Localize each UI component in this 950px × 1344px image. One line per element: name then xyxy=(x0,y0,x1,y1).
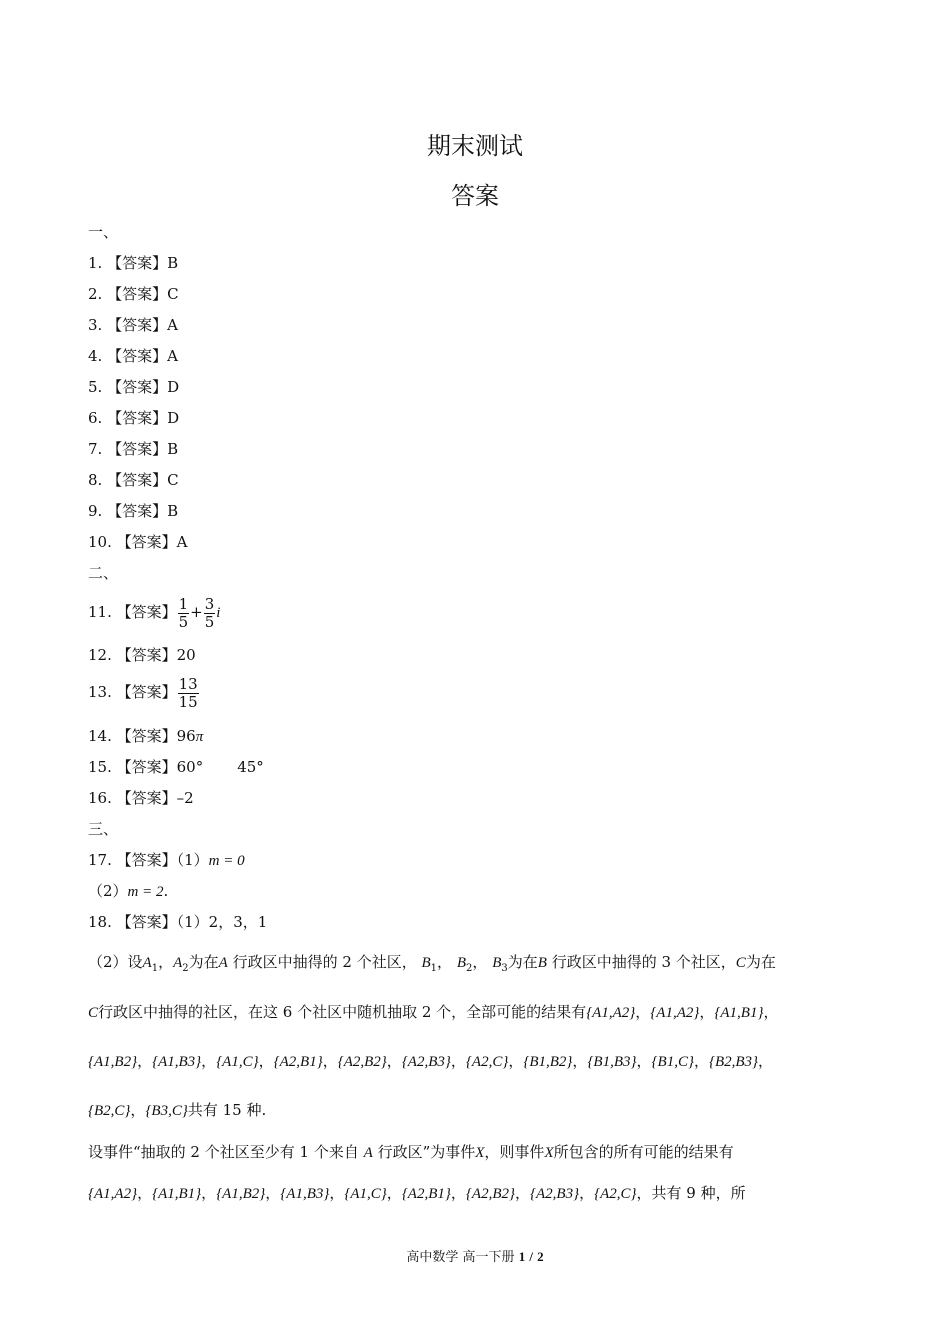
set: {A1,B1} xyxy=(714,1005,764,1021)
page-subtitle: 答案 xyxy=(451,182,499,210)
answer-line-17-2: （2）m = 2. xyxy=(88,882,169,900)
set: {A1,B3} xyxy=(152,1054,202,1070)
set: {A2,B2} xyxy=(337,1054,387,1070)
answer-line-13 xyxy=(88,674,200,711)
page-footer: 高中数学 高一下册 1 / 2 xyxy=(406,1249,544,1265)
answer-line: 2. 【答案】C xyxy=(88,285,179,303)
set: {A1,A2} xyxy=(586,1005,636,1021)
set: {A2,B1} xyxy=(273,1054,323,1070)
answer-line: 8. 【答案】C xyxy=(88,471,179,489)
set: {A2,B2} xyxy=(465,1186,515,1202)
set: {A2,B3} xyxy=(401,1054,451,1070)
section-heading: 二、 xyxy=(88,564,119,582)
answer-line: 4. 【答案】A xyxy=(88,347,178,365)
set: {B1,B3} xyxy=(587,1054,637,1070)
set: {A1,B2} xyxy=(216,1186,266,1202)
set: {B1,B2} xyxy=(523,1054,573,1070)
fraction: $\frac{13}{15}$ xyxy=(178,674,198,711)
paragraph-line: （2）设$A_1$，$A_2$为在A 行政区中抽得的 2 个社区， $B_1$， $B_2$， $B_3$为在B 行政区中抽得的 3 个社区，C为在 xyxy=(88,953,776,974)
paragraph-line: {A1,A2}，{A1,B1}，{A1,B2}，{A1,B3}，{A1,C}，{A2,B1}，{A2,B2}，{A2,B3}，{A2,C}，共有 9 种，所 xyxy=(88,1184,746,1202)
answer-line-16: 16. 【答案】–2 xyxy=(88,789,194,807)
answer-line: 6. 【答案】D xyxy=(88,409,180,427)
paragraph-line: C行政区中抽得的社区，在这 6 个社区中随机抽取 2 个，全部可能的结果有{A1,A2}，{A1,A2}，{A1,B1}， xyxy=(88,1003,779,1021)
set: {A2,B3} xyxy=(530,1186,580,1202)
paragraph-line: {A1,B2}，{A1,B3}，{A1,C}，{A2,B1}，{A2,B2}，{A2,B3}，{A2,C}，{B1,B2}，{B1,B3}，{B1,C}，{B2,B3}， xyxy=(88,1052,774,1070)
set: {B3,C} xyxy=(145,1103,188,1119)
set: {A2,C} xyxy=(465,1054,509,1070)
fraction: $\frac{1}{5}$ xyxy=(178,594,189,631)
answer-line: 5. 【答案】D xyxy=(88,378,180,396)
set: {B1,C} xyxy=(651,1054,694,1070)
set: {A1,B3} xyxy=(280,1186,330,1202)
answer-line-18: 18. 【答案】（1）2，3，1 xyxy=(88,913,268,931)
section-heading: 一、 xyxy=(88,223,119,241)
answer-line-17: 17. 【答案】（1）m = 0 xyxy=(88,851,245,869)
answer-line-15: 15. 【答案】60° 45° xyxy=(88,758,264,776)
answer-line: 9. 【答案】B xyxy=(88,502,179,520)
fraction: $\frac{3}{5}$ xyxy=(204,594,215,631)
set: {A2,B1} xyxy=(401,1186,451,1202)
set: {B2,C} xyxy=(88,1103,131,1119)
section-heading: 三、 xyxy=(88,820,119,838)
set: {B2,B3} xyxy=(708,1054,759,1070)
set: {A1,A2} xyxy=(650,1005,700,1021)
answer-prefix: 11. 【答案】 xyxy=(88,603,177,621)
set: {A1,C} xyxy=(216,1054,259,1070)
answer-prefix: 13. 【答案】 xyxy=(88,683,177,701)
page-title: 期末测试 xyxy=(427,132,523,160)
answer-line: 1. 【答案】B xyxy=(88,254,179,272)
answer-line-14: 14. 【答案】96π xyxy=(88,727,204,745)
paragraph-line: {B2,C}，{B3,C}共有 15 种. xyxy=(88,1101,267,1119)
answer-line-11: 11. 【答案】 $\frac{1}{5}$ + $\frac{3}{5}$ i xyxy=(88,594,221,631)
answer-line: 10. 【答案】A xyxy=(88,533,188,551)
set: {A1,B2} xyxy=(88,1054,138,1070)
answer-line: 3. 【答案】A xyxy=(88,316,178,334)
answer-line: 7. 【答案】B xyxy=(88,440,179,458)
set: {A1,A2} xyxy=(88,1186,138,1202)
paragraph-line: 设事件“抽取的 2 个社区至少有 1 个来自 A 行政区”为事件X，则事件X所包含的所有可能的结果有 xyxy=(88,1143,734,1161)
set: {A2,C} xyxy=(594,1186,637,1202)
set: {A1,B1} xyxy=(152,1186,202,1202)
set: {A1,C} xyxy=(344,1186,387,1202)
answer-line-12: 12. 【答案】20 xyxy=(88,646,196,664)
